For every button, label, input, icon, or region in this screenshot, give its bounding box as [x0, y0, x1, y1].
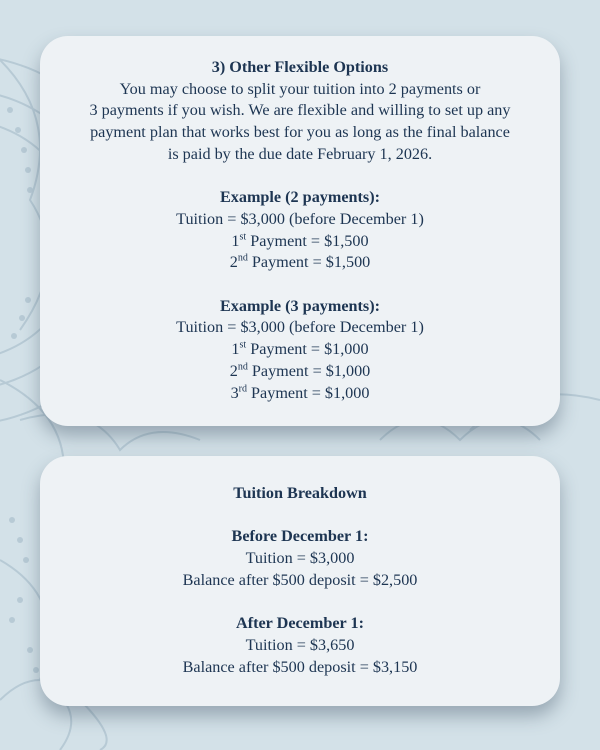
after-title: After December 1:: [236, 614, 364, 633]
intro-line: payment plan that works best for you as long as the final balance: [90, 123, 510, 142]
example-two-tuition: Tuition = $3,000 (before December 1): [176, 209, 424, 228]
tuition-breakdown-card: [40, 456, 560, 706]
example-three-payment-3: 3rd Payment = $1,000: [230, 383, 370, 402]
options-intro: [40, 79, 560, 166]
example-three-payment-2: 2nd Payment = $1,000: [229, 361, 371, 380]
after-tuition: Tuition = $3,650: [245, 635, 355, 654]
after-balance: Balance after $500 deposit = $3,150: [182, 657, 418, 676]
example-three-tuition: Tuition = $3,000 (before December 1): [176, 318, 424, 337]
intro-line: 3 payments if you wish. We are flexible and willing to set up any: [89, 101, 511, 120]
example-two-payment-1: 1st Payment = $1,500: [231, 231, 369, 250]
before-title: Before December 1:: [231, 527, 369, 546]
intro-line: is paid by the due date February 1, 2026.: [167, 144, 433, 163]
breakdown-heading: Tuition Breakdown: [233, 484, 367, 502]
example-two-payment-2: 2nd Payment = $1,500: [229, 252, 371, 272]
example-three-title: Example (3 payments):: [219, 296, 381, 315]
before-balance: Balance after $500 deposit = $2,500: [182, 570, 418, 589]
example-two-title: Example (2 payments):: [219, 188, 381, 207]
example-three-payment-1: 1st Payment = $1,000: [231, 339, 369, 359]
intro-line: You may choose to split your tuition into 2 payments or: [119, 79, 481, 98]
before-tuition: Tuition = $3,000: [245, 549, 355, 568]
flexible-options-card: [40, 36, 560, 426]
options-heading: 3) Other Flexible Options: [211, 58, 389, 76]
